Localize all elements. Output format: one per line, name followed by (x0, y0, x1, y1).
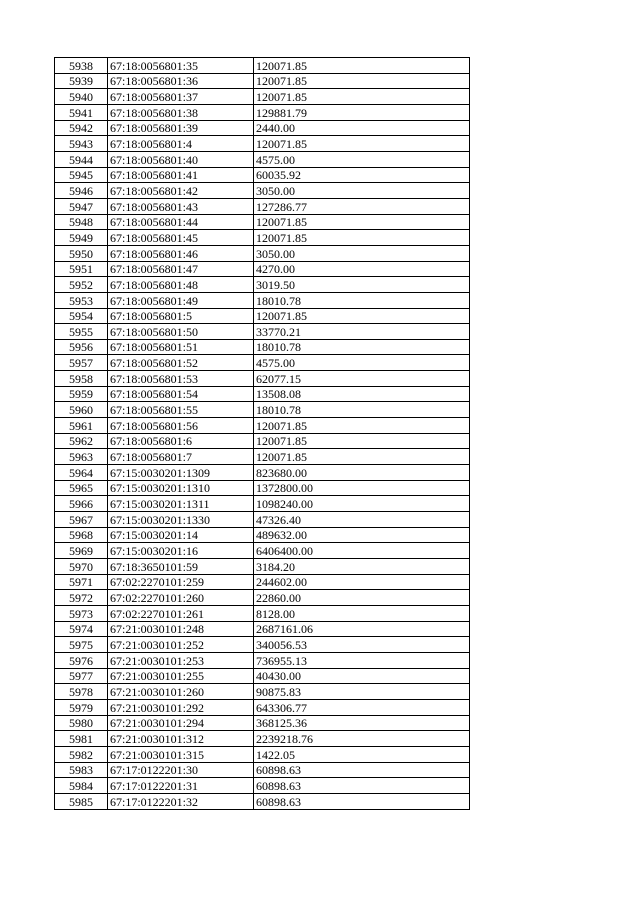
table-row (55, 621, 470, 637)
row-number-cell: 5959 (55, 386, 108, 402)
data-table (54, 57, 470, 810)
row-number-cell: 5949 (55, 230, 108, 246)
table-row (55, 136, 470, 152)
cadastral-number-cell: 67:21:0030101:248 (108, 621, 254, 637)
value-cell: 60898.63 (254, 762, 470, 778)
table-row (55, 731, 470, 747)
row-number-cell: 5962 (55, 433, 108, 449)
cadastral-number-cell: 67:02:2270101:260 (108, 590, 254, 606)
value-cell: 3050.00 (254, 183, 470, 199)
cadastral-number-cell: 67:15:0030201:14 (108, 527, 254, 543)
cadastral-number-cell: 67:18:0056801:37 (108, 89, 254, 105)
table-row (55, 433, 470, 449)
value-cell: 60898.63 (254, 793, 470, 809)
row-number-cell: 5960 (55, 402, 108, 418)
table-row (55, 512, 470, 528)
value-cell: 8128.00 (254, 605, 470, 621)
cadastral-number-cell: 67:18:0056801:45 (108, 230, 254, 246)
cadastral-number-cell: 67:18:0056801:48 (108, 277, 254, 293)
table-row (55, 652, 470, 668)
table-row (55, 793, 470, 809)
cadastral-number-cell: 67:18:0056801:53 (108, 371, 254, 387)
value-cell: 120071.85 (254, 89, 470, 105)
value-cell: 2440.00 (254, 120, 470, 136)
value-cell: 18010.78 (254, 292, 470, 308)
cadastral-number-cell: 67:21:0030101:260 (108, 684, 254, 700)
row-number-cell: 5978 (55, 684, 108, 700)
value-cell: 120071.85 (254, 214, 470, 230)
value-cell: 13508.08 (254, 386, 470, 402)
row-number-cell: 5984 (55, 778, 108, 794)
cadastral-number-cell: 67:18:0056801:52 (108, 355, 254, 371)
value-cell: 3184.20 (254, 559, 470, 575)
table-row (55, 371, 470, 387)
table-row (55, 58, 470, 74)
row-number-cell: 5952 (55, 277, 108, 293)
cadastral-number-cell: 67:21:0030101:294 (108, 715, 254, 731)
cadastral-number-cell: 67:21:0030101:253 (108, 652, 254, 668)
table-row (55, 261, 470, 277)
row-number-cell: 5966 (55, 496, 108, 512)
row-number-cell: 5982 (55, 746, 108, 762)
cadastral-number-cell: 67:18:0056801:42 (108, 183, 254, 199)
table-row (55, 277, 470, 293)
row-number-cell: 5958 (55, 371, 108, 387)
row-number-cell: 5956 (55, 339, 108, 355)
row-number-cell: 5980 (55, 715, 108, 731)
value-cell: 1098240.00 (254, 496, 470, 512)
value-cell: 90875.83 (254, 684, 470, 700)
value-cell: 1422.05 (254, 746, 470, 762)
value-cell: 6406400.00 (254, 543, 470, 559)
table-row (55, 449, 470, 465)
row-number-cell: 5969 (55, 543, 108, 559)
row-number-cell: 5976 (55, 652, 108, 668)
table-row (55, 684, 470, 700)
value-cell: 2239218.76 (254, 731, 470, 747)
cadastral-number-cell: 67:15:0030201:1310 (108, 480, 254, 496)
table-row (55, 230, 470, 246)
row-number-cell: 5964 (55, 465, 108, 481)
table-row (55, 605, 470, 621)
row-number-cell: 5941 (55, 104, 108, 120)
cadastral-number-cell: 67:18:0056801:43 (108, 198, 254, 214)
cadastral-number-cell: 67:18:0056801:38 (108, 104, 254, 120)
table-row (55, 559, 470, 575)
table-row (55, 355, 470, 371)
table-row (55, 699, 470, 715)
cadastral-number-cell: 67:17:0122201:30 (108, 762, 254, 778)
cadastral-number-cell: 67:18:0056801:44 (108, 214, 254, 230)
cadastral-number-cell: 67:15:0030201:1311 (108, 496, 254, 512)
cadastral-number-cell: 67:15:0030201:16 (108, 543, 254, 559)
value-cell: 244602.00 (254, 574, 470, 590)
cadastral-number-cell: 67:15:0030201:1330 (108, 512, 254, 528)
value-cell: 18010.78 (254, 339, 470, 355)
value-cell: 3050.00 (254, 245, 470, 261)
row-number-cell: 5955 (55, 324, 108, 340)
value-cell: 120071.85 (254, 73, 470, 89)
table-row (55, 245, 470, 261)
cadastral-number-cell: 67:18:0056801:40 (108, 151, 254, 167)
table-row (55, 167, 470, 183)
value-cell: 4575.00 (254, 355, 470, 371)
table-row (55, 324, 470, 340)
table-row (55, 762, 470, 778)
table-row (55, 120, 470, 136)
row-number-cell: 5957 (55, 355, 108, 371)
cadastral-number-cell: 67:02:2270101:259 (108, 574, 254, 590)
table-row (55, 214, 470, 230)
row-number-cell: 5947 (55, 198, 108, 214)
cadastral-number-cell: 67:18:0056801:55 (108, 402, 254, 418)
value-cell: 120071.85 (254, 230, 470, 246)
table-row (55, 339, 470, 355)
cadastral-number-cell: 67:18:0056801:4 (108, 136, 254, 152)
cadastral-number-cell: 67:18:0056801:47 (108, 261, 254, 277)
cadastral-number-cell: 67:18:0056801:41 (108, 167, 254, 183)
table-row (55, 496, 470, 512)
row-number-cell: 5967 (55, 512, 108, 528)
cadastral-number-cell: 67:18:0056801:39 (108, 120, 254, 136)
table-row (55, 198, 470, 214)
table-row (55, 73, 470, 89)
table-row (55, 543, 470, 559)
row-number-cell: 5979 (55, 699, 108, 715)
table-row (55, 183, 470, 199)
cadastral-number-cell: 67:18:0056801:7 (108, 449, 254, 465)
cadastral-number-cell: 67:17:0122201:32 (108, 793, 254, 809)
cadastral-number-cell: 67:18:0056801:51 (108, 339, 254, 355)
cadastral-number-cell: 67:18:0056801:54 (108, 386, 254, 402)
cadastral-number-cell: 67:18:3650101:59 (108, 559, 254, 575)
value-cell: 643306.77 (254, 699, 470, 715)
value-cell: 60035.92 (254, 167, 470, 183)
row-number-cell: 5938 (55, 58, 108, 74)
row-number-cell: 5983 (55, 762, 108, 778)
table-row (55, 465, 470, 481)
cadastral-number-cell: 67:02:2270101:261 (108, 605, 254, 621)
cadastral-number-cell: 67:21:0030101:292 (108, 699, 254, 715)
value-cell: 1372800.00 (254, 480, 470, 496)
value-cell: 823680.00 (254, 465, 470, 481)
value-cell: 120071.85 (254, 418, 470, 434)
value-cell: 368125.36 (254, 715, 470, 731)
row-number-cell: 5981 (55, 731, 108, 747)
value-cell: 489632.00 (254, 527, 470, 543)
table-row (55, 89, 470, 105)
value-cell: 2687161.06 (254, 621, 470, 637)
table-row (55, 480, 470, 496)
table-row (55, 778, 470, 794)
table-row (55, 292, 470, 308)
row-number-cell: 5944 (55, 151, 108, 167)
value-cell: 22860.00 (254, 590, 470, 606)
value-cell: 40430.00 (254, 668, 470, 684)
row-number-cell: 5973 (55, 605, 108, 621)
value-cell: 120071.85 (254, 136, 470, 152)
table-row (55, 418, 470, 434)
table-row (55, 715, 470, 731)
value-cell: 129881.79 (254, 104, 470, 120)
value-cell: 4270.00 (254, 261, 470, 277)
table-row (55, 746, 470, 762)
row-number-cell: 5948 (55, 214, 108, 230)
cadastral-number-cell: 67:21:0030101:312 (108, 731, 254, 747)
value-cell: 62077.15 (254, 371, 470, 387)
row-number-cell: 5974 (55, 621, 108, 637)
value-cell: 120071.85 (254, 308, 470, 324)
row-number-cell: 5945 (55, 167, 108, 183)
cadastral-number-cell: 67:18:0056801:6 (108, 433, 254, 449)
row-number-cell: 5975 (55, 637, 108, 653)
cadastral-number-cell: 67:17:0122201:31 (108, 778, 254, 794)
row-number-cell: 5961 (55, 418, 108, 434)
value-cell: 340056.53 (254, 637, 470, 653)
table-row (55, 527, 470, 543)
table-row (55, 308, 470, 324)
row-number-cell: 5965 (55, 480, 108, 496)
cadastral-number-cell: 67:18:0056801:36 (108, 73, 254, 89)
table-row (55, 668, 470, 684)
cadastral-number-cell: 67:18:0056801:5 (108, 308, 254, 324)
table-body (55, 58, 470, 810)
table-row (55, 590, 470, 606)
row-number-cell: 5968 (55, 527, 108, 543)
row-number-cell: 5971 (55, 574, 108, 590)
value-cell: 736955.13 (254, 652, 470, 668)
row-number-cell: 5985 (55, 793, 108, 809)
table-row (55, 151, 470, 167)
cadastral-number-cell: 67:18:0056801:46 (108, 245, 254, 261)
row-number-cell: 5954 (55, 308, 108, 324)
value-cell: 3019.50 (254, 277, 470, 293)
row-number-cell: 5943 (55, 136, 108, 152)
value-cell: 120071.85 (254, 58, 470, 74)
cadastral-number-cell: 67:21:0030101:255 (108, 668, 254, 684)
row-number-cell: 5942 (55, 120, 108, 136)
cadastral-number-cell: 67:21:0030101:315 (108, 746, 254, 762)
value-cell: 47326.40 (254, 512, 470, 528)
cadastral-number-cell: 67:18:0056801:35 (108, 58, 254, 74)
table-row (55, 637, 470, 653)
table-row (55, 402, 470, 418)
cadastral-number-cell: 67:18:0056801:50 (108, 324, 254, 340)
value-cell: 60898.63 (254, 778, 470, 794)
cadastral-number-cell: 67:21:0030101:252 (108, 637, 254, 653)
row-number-cell: 5972 (55, 590, 108, 606)
row-number-cell: 5953 (55, 292, 108, 308)
row-number-cell: 5939 (55, 73, 108, 89)
cadastral-number-cell: 67:15:0030201:1309 (108, 465, 254, 481)
value-cell: 33770.21 (254, 324, 470, 340)
value-cell: 127286.77 (254, 198, 470, 214)
table-row (55, 386, 470, 402)
cadastral-number-cell: 67:18:0056801:56 (108, 418, 254, 434)
value-cell: 4575.00 (254, 151, 470, 167)
row-number-cell: 5940 (55, 89, 108, 105)
row-number-cell: 5977 (55, 668, 108, 684)
value-cell: 120071.85 (254, 433, 470, 449)
row-number-cell: 5951 (55, 261, 108, 277)
row-number-cell: 5970 (55, 559, 108, 575)
row-number-cell: 5946 (55, 183, 108, 199)
table-row (55, 574, 470, 590)
value-cell: 120071.85 (254, 449, 470, 465)
row-number-cell: 5950 (55, 245, 108, 261)
cadastral-number-cell: 67:18:0056801:49 (108, 292, 254, 308)
row-number-cell: 5963 (55, 449, 108, 465)
value-cell: 18010.78 (254, 402, 470, 418)
table-row (55, 104, 470, 120)
